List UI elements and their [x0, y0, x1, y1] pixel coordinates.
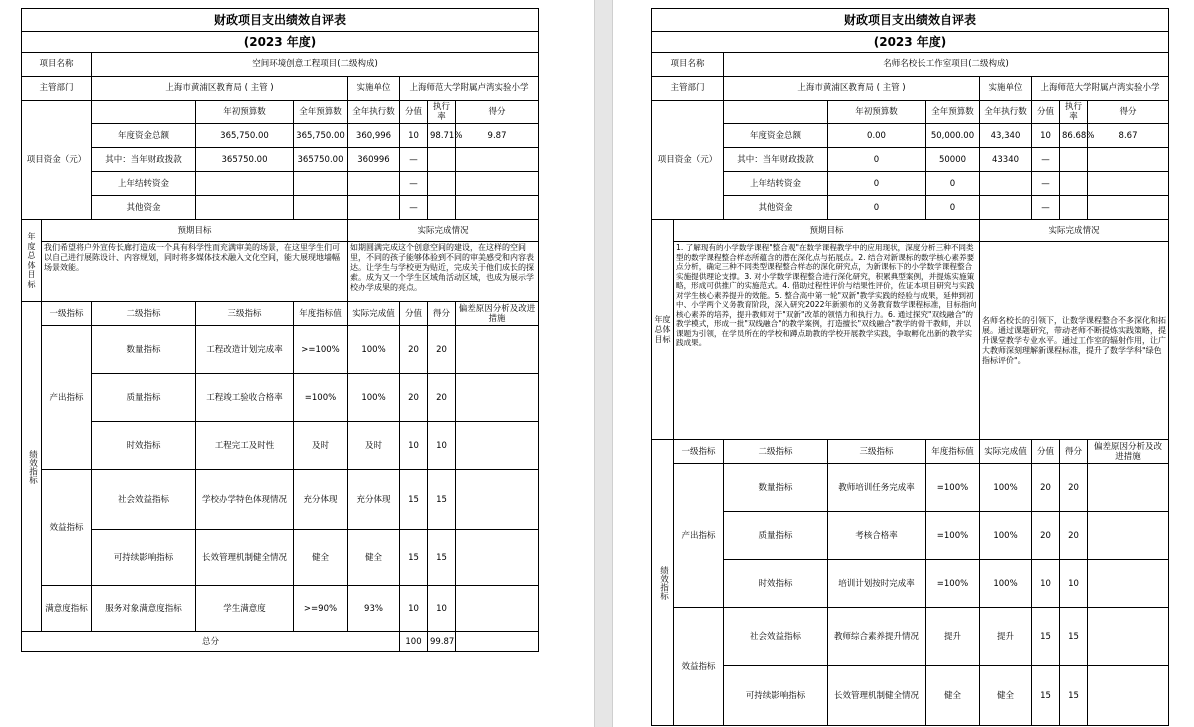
header-l2: 二级指标 — [92, 302, 196, 326]
table-row-target: 健全 — [926, 666, 980, 726]
col-exec: 全年执行数 — [980, 101, 1032, 124]
row-total-exec: 43,340 — [980, 124, 1032, 148]
table-row-score: 15 — [428, 470, 456, 530]
table-row-actual: 健全 — [980, 666, 1032, 726]
row-fiscal-label: 其中：当年财政拨款 — [92, 148, 196, 172]
col-rate: 执行率 — [1060, 101, 1088, 124]
row-carry-year: 0 — [926, 172, 980, 196]
document-page-left — [0, 0, 594, 727]
row-carry-init: 0 — [828, 172, 926, 196]
table-row-score: 15 — [1060, 608, 1088, 666]
table-row-actual: 充分体现 — [348, 470, 400, 530]
table-row-l3: 工程改造计划完成率 — [196, 326, 294, 374]
col-weight: 分值 — [1032, 101, 1060, 124]
table-title: 财政项目支出绩效自评表 — [22, 9, 539, 32]
row-total-label: 年度资金总额 — [724, 124, 828, 148]
table-row-l3: 长效管理机制健全情况 — [196, 530, 294, 586]
table-row-l2: 社会效益指标 — [724, 608, 828, 666]
project-name-label: 项目名称 — [652, 53, 724, 77]
header-actual: 实际完成值 — [980, 440, 1032, 464]
table-row-actual: 100% — [348, 326, 400, 374]
table-row-score: 10 — [428, 586, 456, 632]
row-total-label: 年度资金总额 — [92, 124, 196, 148]
col-score: 得分 — [1088, 101, 1169, 124]
project-name: 空间环境创意工程项目(二级构成) — [92, 53, 539, 77]
header-weight: 分值 — [1032, 440, 1060, 464]
row-total-score: 8.67 — [1088, 124, 1169, 148]
row-fiscal-init: 0 — [828, 148, 926, 172]
dept-value: 上海市黄浦区教育局 ( 主管 ) — [92, 77, 348, 101]
row-fiscal-rate: — — [400, 148, 428, 172]
satis-label: 满意度指标 — [42, 586, 92, 632]
dept-label: 主管部门 — [652, 77, 724, 101]
table-row-l2: 数量指标 — [724, 464, 828, 512]
col-init: 年初预算数 — [828, 101, 926, 124]
table-row-l3: 学校办学特色体现情况 — [196, 470, 294, 530]
table-row-weight: 20 — [1032, 464, 1060, 512]
col-year: 全年预算数 — [294, 101, 348, 124]
header-target: 年度指标值 — [294, 302, 348, 326]
header-actual: 实际完成值 — [348, 302, 400, 326]
col-weight: 分值 — [400, 101, 428, 124]
header-l1: 一级指标 — [674, 440, 724, 464]
table-row-score: 10 — [428, 422, 456, 470]
total-weight: 100 — [400, 632, 428, 652]
page-gutter — [594, 0, 613, 727]
impl-value: 上海师范大学附属卢湾实验小学 — [1032, 77, 1169, 101]
table-row-score: 15 — [428, 530, 456, 586]
table-row-target: >=100% — [294, 326, 348, 374]
table-year: (2023 年度) — [652, 32, 1169, 53]
table-row-weight: 15 — [400, 470, 428, 530]
project-name-label: 项目名称 — [22, 53, 92, 77]
row-total-init: 0.00 — [828, 124, 926, 148]
row-total-exec: 360,996 — [348, 124, 400, 148]
table-row-actual: 及时 — [348, 422, 400, 470]
table-row-l3: 工程竣工验收合格率 — [196, 374, 294, 422]
expected-goal: 我们希望将户外宣传长廊打造成一个具有科学性而充满审美的场景，在这里学生们可以自己进行展陈设计、内容规划，同时将多媒体技术融入文化空间，能大展现地墙幅场景效能。 — [42, 242, 348, 302]
table-row-l3: 教师培训任务完成率 — [828, 464, 926, 512]
table-row-target: 充分体现 — [294, 470, 348, 530]
row-other-init: 0 — [828, 196, 926, 220]
header-deviation: 偏差原因分析及改进措施 — [1088, 440, 1169, 464]
expected-label: 预期目标 — [674, 220, 980, 242]
table-row-l3: 学生满意度 — [196, 586, 294, 632]
table-row-l3: 长效管理机制健全情况 — [828, 666, 926, 726]
header-score: 得分 — [428, 302, 456, 326]
table-row-l2: 可持续影响指标 — [92, 530, 196, 586]
document-page-right — [613, 0, 1194, 727]
table-row-target: 提升 — [926, 608, 980, 666]
table-row-target: =100% — [294, 374, 348, 422]
funds-header-blank — [724, 101, 828, 124]
row-fiscal-exec: 43340 — [980, 148, 1032, 172]
row-other-year: 0 — [926, 196, 980, 220]
row-other-rate: — — [1032, 196, 1060, 220]
row-total-year: 50,000.00 — [926, 124, 980, 148]
table-row-actual: 提升 — [980, 608, 1032, 666]
output-label: 产出指标 — [42, 326, 92, 470]
table-row-actual: 100% — [980, 464, 1032, 512]
evaluation-table — [21, 8, 539, 652]
row-carry-label: 上年结转资金 — [724, 172, 828, 196]
table-row-weight: 20 — [400, 326, 428, 374]
row-other-label: 其他资金 — [92, 196, 196, 220]
row-fiscal-exec: 360996 — [348, 148, 400, 172]
row-total-year: 365,750.00 — [294, 124, 348, 148]
col-rate: 执行率 — [428, 101, 456, 124]
row-fiscal-year: 365750.00 — [294, 148, 348, 172]
total-score: 99.87 — [428, 632, 456, 652]
table-row-l2: 质量指标 — [92, 374, 196, 422]
table-row-l3: 培训计划按时完成率 — [828, 560, 926, 608]
row-total-weight: 10 — [400, 124, 428, 148]
header-weight: 分值 — [400, 302, 428, 326]
funds-header-blank — [92, 101, 196, 124]
table-row-score: 20 — [428, 326, 456, 374]
row-fiscal-label: 其中：当年财政拨款 — [724, 148, 828, 172]
row-total-rate: 98.71% — [428, 124, 456, 148]
table-row-score: 20 — [1060, 512, 1088, 560]
dept-label: 主管部门 — [22, 77, 92, 101]
table-row-weight: 15 — [400, 530, 428, 586]
goal-label: 年度总体目标 — [22, 220, 42, 302]
table-row-actual: 健全 — [348, 530, 400, 586]
dept-value: 上海市黄浦区教育局 ( 主管 ) — [724, 77, 980, 101]
table-row-target: =100% — [926, 512, 980, 560]
actual-label: 实际完成情况 — [348, 220, 539, 242]
header-target: 年度指标值 — [926, 440, 980, 464]
row-fiscal-rate: — — [1032, 148, 1060, 172]
header-score: 得分 — [1060, 440, 1088, 464]
col-score: 得分 — [456, 101, 539, 124]
table-row-l2: 质量指标 — [724, 512, 828, 560]
row-total-score: 9.87 — [456, 124, 539, 148]
table-row-score: 10 — [1060, 560, 1088, 608]
table-row-actual: 93% — [348, 586, 400, 632]
table-year: (2023 年度) — [22, 32, 539, 53]
col-exec: 全年执行数 — [348, 101, 400, 124]
table-row-l3: 教师综合素养提升情况 — [828, 608, 926, 666]
table-row-score: 20 — [1060, 464, 1088, 512]
table-row-l3: 考核合格率 — [828, 512, 926, 560]
row-carry-rate: — — [400, 172, 428, 196]
table-row-weight: 15 — [1032, 666, 1060, 726]
table-row-l2: 服务对象满意度指标 — [92, 586, 196, 632]
impl-value: 上海师范大学附属卢湾实验小学 — [400, 77, 539, 101]
expected-label: 预期目标 — [42, 220, 348, 242]
expected-goal: 1. 了解现有的小学数学课程"整合观"在数学课程教学中的应用现状，深度分析三种不同类型的数学课程整合样态所蕴含的潜在深化点与拓展点。2. 结合对新课标的数学核心素养要点分析，确定三种不同类型课程整合样态的深化研究点，为新课标下的小学数学课程整合实施提供理论支撑。3. 对小学数学课程整合进行深化研究，积累典型案例，并提炼实施策略，形成可供推广的实施范式。4. 借助过程性评价与结果性评价，佐证本项目研究与实践对学生核心素养提升的效能。5. 整合高中第一轮"双新"教学实践的经验与成果，延伸到初中、小学两个义务教育阶段，深入研究2022年新颁布的义务教育数学课程标准，目标指向核心素养的培养，提升教师对于"双新"改革的领悟力和执行力。6. 通过探究"双线融合"的教学模式，形成一批"双线融合"的教学案例，打造擅长"双线融合"教学的骨干教师，并以课题为引领，在学员所在的学校和蹲点助教的学校开展教学实践，争取孵化出新的教学实践成果。 — [674, 242, 980, 440]
table-row-weight: 10 — [400, 422, 428, 470]
table-row-target: 健全 — [294, 530, 348, 586]
impl-label: 实施单位 — [980, 77, 1032, 101]
goal-label: 年度总体目标 — [652, 220, 674, 440]
funds-label: 项目资金（元） — [22, 101, 92, 220]
project-name: 名师名校长工作室项目(二级构成) — [724, 53, 1169, 77]
header-deviation: 偏差原因分析及改进措施 — [456, 302, 539, 326]
table-row-l2: 时效指标 — [724, 560, 828, 608]
row-carry-label: 上年结转资金 — [92, 172, 196, 196]
table-row-score: 20 — [428, 374, 456, 422]
header-l3: 三级指标 — [196, 302, 294, 326]
table-row-target: 及时 — [294, 422, 348, 470]
col-init: 年初预算数 — [196, 101, 294, 124]
table-row-l2: 数量指标 — [92, 326, 196, 374]
table-row-weight: 10 — [1032, 560, 1060, 608]
actual-label: 实际完成情况 — [980, 220, 1169, 242]
table-row-weight: 15 — [1032, 608, 1060, 666]
evaluation-table — [651, 8, 1169, 726]
row-fiscal-year: 50000 — [926, 148, 980, 172]
table-row-actual: 100% — [980, 512, 1032, 560]
table-title: 财政项目支出绩效自评表 — [652, 9, 1169, 32]
row-carry-rate: — — [1032, 172, 1060, 196]
table-row-weight: 20 — [400, 374, 428, 422]
perf-label: 绩效指标 — [22, 302, 42, 632]
header-l1: 一级指标 — [42, 302, 92, 326]
header-l3: 三级指标 — [828, 440, 926, 464]
table-row-actual: 100% — [980, 560, 1032, 608]
actual-result: 如期圆满完成这个创意空间的建设，在这样的空间里，不同的孩子能够体验到不同的审美感受和内容表达。让学生与学校更为贴近，完成关于他们成长的探索。成为又一个学生区域角活动区域，也成为展示学校办学成果的亮点。 — [348, 242, 539, 302]
table-row-target: =100% — [926, 560, 980, 608]
output-label: 产出指标 — [674, 464, 724, 608]
funds-label: 项目资金（元） — [652, 101, 724, 220]
row-total-weight: 10 — [1032, 124, 1060, 148]
total-label: 总分 — [22, 632, 400, 652]
table-row-weight: 10 — [400, 586, 428, 632]
table-row-l2: 可持续影响指标 — [724, 666, 828, 726]
row-total-init: 365,750.00 — [196, 124, 294, 148]
table-row-l2: 社会效益指标 — [92, 470, 196, 530]
row-other-rate: — — [400, 196, 428, 220]
benefit-label: 效益指标 — [674, 608, 724, 726]
table-row-target: >=90% — [294, 586, 348, 632]
header-l2: 二级指标 — [724, 440, 828, 464]
row-other-label: 其他资金 — [724, 196, 828, 220]
benefit-label: 效益指标 — [42, 470, 92, 586]
perf-label: 绩效指标 — [652, 440, 674, 726]
row-fiscal-init: 365750.00 — [196, 148, 294, 172]
table-row-l3: 工程完工及时性 — [196, 422, 294, 470]
table-row-target: =100% — [926, 464, 980, 512]
table-row-l2: 时效指标 — [92, 422, 196, 470]
impl-label: 实施单位 — [348, 77, 400, 101]
table-row-weight: 20 — [1032, 512, 1060, 560]
col-year: 全年预算数 — [926, 101, 980, 124]
table-row-score: 15 — [1060, 666, 1088, 726]
table-row-actual: 100% — [348, 374, 400, 422]
row-total-rate: 86.68% — [1060, 124, 1088, 148]
actual-result: 名师名校长的引领下，让数学课程整合不多深化和拓展。通过课题研究，带动老师不断提炼实践策略，提升课堂教学专业水平。通过工作室的辐射作用，让广大教师深刻理解新课程标准，提升了数学学科"绿色指标评价"。 — [980, 242, 1169, 440]
